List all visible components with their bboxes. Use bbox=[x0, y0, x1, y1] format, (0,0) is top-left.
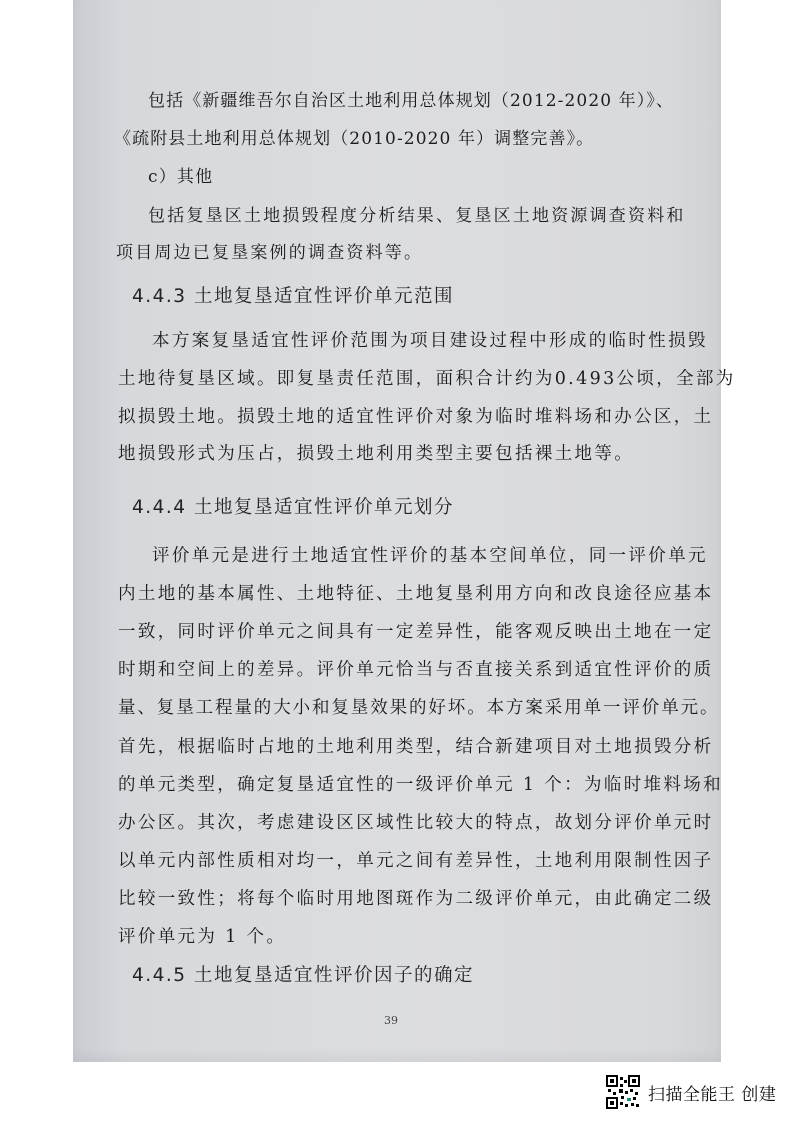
paragraph-444-line-7: 的单元类型，确定复垦适宜性的一级评价单元 1 个：为临时堆料场和 bbox=[118, 775, 723, 795]
paragraph-443-line-1: 本方案复垦适宜性评价范围为项目建设过程中形成的临时性损毁 bbox=[152, 331, 708, 351]
paragraph-444-line-4: 时期和空间上的差异。评价单元恰当与否直接关系到适宜性评价的质 bbox=[118, 660, 714, 680]
section-heading-445: 4.4.5 土地复垦适宜性评价因子的确定 bbox=[132, 965, 474, 986]
qr-code-icon bbox=[606, 1075, 640, 1109]
text-line-1: 包括《新疆维吾尔自治区土地利用总体规划（2012-2020 年）》、 bbox=[148, 91, 675, 111]
text-line-4: 包括复垦区土地损毁程度分析结果、复垦区土地资源调查资料和 bbox=[148, 206, 686, 226]
section-heading-444: 4.4.4 土地复垦适宜性评价单元划分 bbox=[132, 497, 454, 518]
page-number: 39 bbox=[384, 1014, 398, 1027]
paragraph-444-line-8: 办公区。其次，考虑建设区区域性比较大的特点，故划分评价单元时 bbox=[118, 813, 714, 833]
paragraph-444-line-3: 一致，同时评价单元之间具有一定差异性，能客观反映出土地在一定 bbox=[118, 622, 714, 642]
paragraph-444-line-10: 比较一致性；将每个临时用地图斑作为二级评价单元，由此确定二级 bbox=[118, 889, 714, 909]
paragraph-443-line-4: 地损毁形式为压占，损毁土地利用类型主要包括裸土地等。 bbox=[118, 444, 635, 464]
paragraph-444-line-1: 评价单元是进行土地适宜性评价的基本空间单位，同一评价单元 bbox=[152, 546, 708, 566]
paragraph-443-line-2: 土地待复垦区域。即复垦责任范围，面积合计约为0.493公顷，全部为 bbox=[118, 369, 736, 389]
text-line-5: 项目周边已复垦案例的调查资料等。 bbox=[116, 243, 424, 263]
paragraph-444-line-5: 量、复垦工程量的大小和复垦效果的好坏。本方案采用单一评价单元。 bbox=[118, 698, 720, 718]
scanner-watermark-text: 扫描全能王 创建 bbox=[648, 1084, 777, 1105]
text-line-2: 《疏附县土地利用总体规划（2010-2020 年）调整完善》。 bbox=[114, 129, 595, 149]
scanner-watermark bbox=[606, 1072, 791, 1112]
paragraph-444-line-2: 内土地的基本属性、土地特征、土地复垦利用方向和改良途径应基本 bbox=[118, 584, 714, 604]
paragraph-444-line-6: 首先，根据临时占地的土地利用类型，结合新建项目对土地损毁分析 bbox=[118, 737, 714, 757]
paragraph-444-line-11: 评价单元为 1 个。 bbox=[118, 927, 287, 947]
section-heading-443: 4.4.3 土地复垦适宜性评价单元范围 bbox=[132, 286, 454, 307]
paragraph-444-line-9: 以单元内部性质相对均一，单元之间有差异性，土地利用限制性因子 bbox=[118, 851, 714, 871]
text-line-3: c）其他 bbox=[148, 167, 214, 187]
paragraph-443-line-3: 拟损毁土地。损毁土地的适宜性评价对象为临时堆料场和办公区，土 bbox=[118, 407, 714, 427]
